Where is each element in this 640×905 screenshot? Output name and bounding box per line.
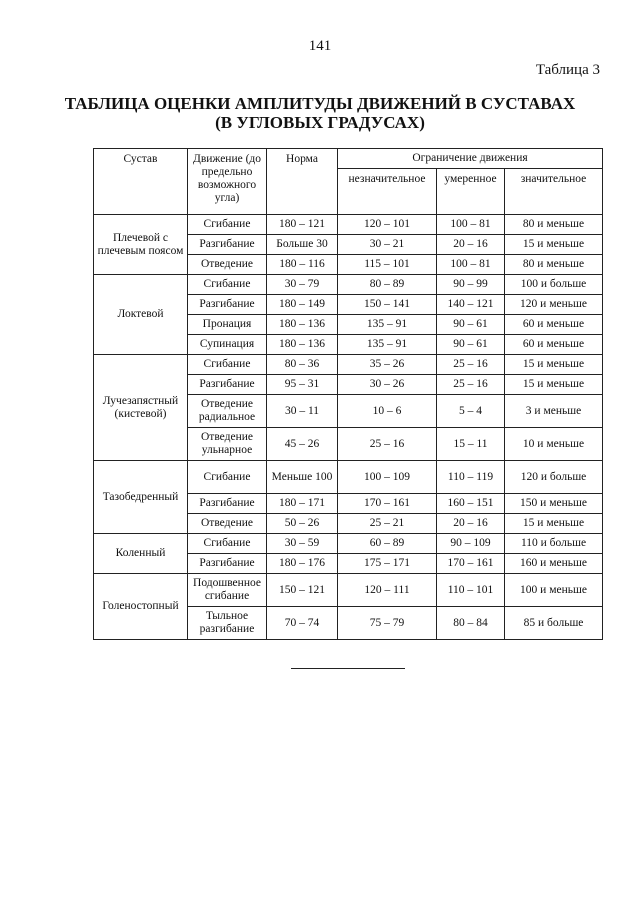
movement-cell: Отведение	[188, 514, 267, 534]
slight-cell: 115 – 101	[338, 255, 437, 275]
slight-cell: 120 – 111	[338, 574, 437, 607]
moderate-cell: 110 – 101	[437, 574, 505, 607]
norm-cell: Больше 30	[267, 235, 338, 255]
movement-cell: Разгибание	[188, 554, 267, 574]
significant-cell: 15 и меньше	[505, 235, 603, 255]
moderate-cell: 100 – 81	[437, 215, 505, 235]
slight-cell: 120 – 101	[338, 215, 437, 235]
moderate-cell: 20 – 16	[437, 514, 505, 534]
slight-cell: 135 – 91	[338, 335, 437, 355]
table-row	[94, 461, 603, 494]
document-title	[0, 94, 640, 132]
table-row	[94, 215, 603, 235]
norm-cell: 30 – 59	[267, 534, 338, 554]
slight-cell: 175 – 171	[338, 554, 437, 574]
joint-cell: Голеностопный	[94, 574, 188, 640]
slight-cell: 35 – 26	[338, 355, 437, 375]
joint-cell: Плечевой с плечевым поясом	[94, 215, 188, 275]
slight-cell: 30 – 26	[338, 375, 437, 395]
title-line-2: (В УГЛОВЫХ ГРАДУСАХ)	[215, 113, 425, 132]
slight-cell: 60 – 89	[338, 534, 437, 554]
moderate-cell: 170 – 161	[437, 554, 505, 574]
table-row	[94, 275, 603, 295]
page-number: 141	[308, 38, 332, 54]
norm-cell: 180 – 176	[267, 554, 338, 574]
movement-cell: Разгибание	[188, 375, 267, 395]
movement-cell: Пронация	[188, 315, 267, 335]
footer-divider	[291, 668, 405, 669]
slight-cell: 80 – 89	[338, 275, 437, 295]
significant-cell: 3 и меньше	[505, 395, 603, 428]
norm-cell: 30 – 79	[267, 275, 338, 295]
moderate-cell: 25 – 16	[437, 355, 505, 375]
slight-cell: 170 – 161	[338, 494, 437, 514]
table-row	[94, 534, 603, 554]
movement-cell: Отведение радиальное	[188, 395, 267, 428]
norm-cell: 180 – 136	[267, 335, 338, 355]
norm-cell: 180 – 171	[267, 494, 338, 514]
joint-cell: Локтевой	[94, 275, 188, 355]
movement-cell: Отведение ульнарное	[188, 428, 267, 461]
significant-cell: 80 и меньше	[505, 215, 603, 235]
norm-cell: 180 – 136	[267, 315, 338, 335]
header-limitation: Ограничение движения	[338, 149, 603, 169]
moderate-cell: 100 – 81	[437, 255, 505, 275]
movement-cell: Сгибание	[188, 215, 267, 235]
significant-cell: 80 и меньше	[505, 255, 603, 275]
joint-cell: Коленный	[94, 534, 188, 574]
moderate-cell: 5 – 4	[437, 395, 505, 428]
joint-cell: Лучезапястный (кистевой)	[94, 355, 188, 461]
norm-cell: 180 – 121	[267, 215, 338, 235]
moderate-cell: 20 – 16	[437, 235, 505, 255]
norm-cell: 150 – 121	[267, 574, 338, 607]
joint-cell: Тазобедренный	[94, 461, 188, 534]
header-norm: Норма	[267, 149, 338, 215]
movement-cell: Отведение	[188, 255, 267, 275]
slight-cell: 135 – 91	[338, 315, 437, 335]
moderate-cell: 90 – 109	[437, 534, 505, 554]
slight-cell: 10 – 6	[338, 395, 437, 428]
moderate-cell: 110 – 119	[437, 461, 505, 494]
norm-cell: 30 – 11	[267, 395, 338, 428]
moderate-cell: 15 – 11	[437, 428, 505, 461]
movement-cell: Сгибание	[188, 355, 267, 375]
slight-cell: 30 – 21	[338, 235, 437, 255]
table-body	[94, 215, 603, 640]
movement-cell: Разгибание	[188, 235, 267, 255]
amplitude-table	[93, 148, 603, 640]
significant-cell: 85 и больше	[505, 607, 603, 640]
significant-cell: 160 и меньше	[505, 554, 603, 574]
norm-cell: 180 – 116	[267, 255, 338, 275]
moderate-cell: 90 – 61	[437, 315, 505, 335]
moderate-cell: 25 – 16	[437, 375, 505, 395]
slight-cell: 150 – 141	[338, 295, 437, 315]
norm-cell: 80 – 36	[267, 355, 338, 375]
significant-cell: 150 и меньше	[505, 494, 603, 514]
significant-cell: 120 и меньше	[505, 295, 603, 315]
header-significant: значительное	[505, 169, 603, 215]
header-joint: Сустав	[94, 149, 188, 215]
slight-cell: 25 – 21	[338, 514, 437, 534]
movement-cell: Сгибание	[188, 461, 267, 494]
header-movement: Движение (до предельно возможного угла)	[188, 149, 267, 215]
significant-cell: 60 и меньше	[505, 315, 603, 335]
moderate-cell: 90 – 61	[437, 335, 505, 355]
moderate-cell: 160 – 151	[437, 494, 505, 514]
moderate-cell: 90 – 99	[437, 275, 505, 295]
movement-cell: Тыльное разгибание	[188, 607, 267, 640]
movement-cell: Супинация	[188, 335, 267, 355]
significant-cell: 15 и меньше	[505, 355, 603, 375]
significant-cell: 120 и больше	[505, 461, 603, 494]
significant-cell: 100 и меньше	[505, 574, 603, 607]
significant-cell: 60 и меньше	[505, 335, 603, 355]
significant-cell: 110 и больше	[505, 534, 603, 554]
slight-cell: 100 – 109	[338, 461, 437, 494]
movement-cell: Сгибание	[188, 275, 267, 295]
norm-cell: 45 – 26	[267, 428, 338, 461]
movement-cell: Сгибание	[188, 534, 267, 554]
movement-cell: Разгибание	[188, 295, 267, 315]
slight-cell: 25 – 16	[338, 428, 437, 461]
moderate-cell: 80 – 84	[437, 607, 505, 640]
title-line-1: ТАБЛИЦА ОЦЕНКИ АМПЛИТУДЫ ДВИЖЕНИЙ В СУСТАВАХ	[64, 94, 576, 113]
table-row	[94, 574, 603, 607]
significant-cell: 15 и меньше	[505, 375, 603, 395]
significant-cell: 15 и меньше	[505, 514, 603, 534]
header-moderate: умеренное	[437, 169, 505, 215]
norm-cell: Меньше 100	[267, 461, 338, 494]
norm-cell: 180 – 149	[267, 295, 338, 315]
norm-cell: 50 – 26	[267, 514, 338, 534]
table-row	[94, 355, 603, 375]
table-label: Таблица 3	[535, 62, 600, 78]
significant-cell: 10 и меньше	[505, 428, 603, 461]
moderate-cell: 140 – 121	[437, 295, 505, 315]
norm-cell: 70 – 74	[267, 607, 338, 640]
movement-cell: Разгибание	[188, 494, 267, 514]
header-slight: незначительное	[338, 169, 437, 215]
slight-cell: 75 – 79	[338, 607, 437, 640]
movement-cell: Подошвенное сгибание	[188, 574, 267, 607]
norm-cell: 95 – 31	[267, 375, 338, 395]
significant-cell: 100 и больше	[505, 275, 603, 295]
